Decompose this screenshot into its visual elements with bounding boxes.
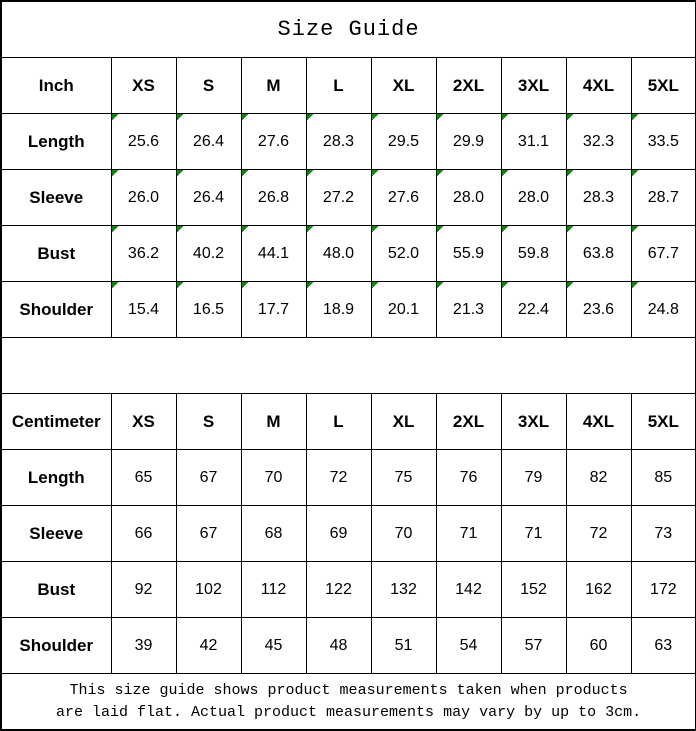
value-cell: 40.2 bbox=[176, 226, 241, 282]
page-title: Size Guide bbox=[1, 1, 696, 58]
value-cell: 152 bbox=[501, 562, 566, 618]
value-cell: 69 bbox=[306, 506, 371, 562]
value-cell: 22.4 bbox=[501, 282, 566, 338]
value-cell: 23.6 bbox=[566, 282, 631, 338]
measurement-label-cell: Shoulder bbox=[1, 282, 111, 338]
value-cell: 17.7 bbox=[241, 282, 306, 338]
inch-table-body bbox=[1, 58, 696, 338]
centimeter-size-header-cell: 2XL bbox=[436, 394, 501, 450]
centimeter-table-body bbox=[1, 394, 696, 674]
value-cell: 33.5 bbox=[631, 114, 696, 170]
measurement-label-cell: Length bbox=[1, 450, 111, 506]
value-cell: 73 bbox=[631, 506, 696, 562]
note-line-2: are laid flat. Actual product measurements may vary by up to 3cm. bbox=[56, 703, 642, 721]
value-cell: 48 bbox=[306, 618, 371, 674]
value-cell: 26.4 bbox=[176, 114, 241, 170]
value-cell: 28.3 bbox=[566, 170, 631, 226]
centimeter-row-bust bbox=[1, 562, 696, 618]
value-cell: 27.6 bbox=[371, 170, 436, 226]
note-line-1: This size guide shows product measurements taken when products bbox=[69, 681, 628, 699]
inch-row-bust bbox=[1, 226, 696, 282]
value-cell: 20.1 bbox=[371, 282, 436, 338]
centimeter-size-header-cell: S bbox=[176, 394, 241, 450]
value-cell: 75 bbox=[371, 450, 436, 506]
value-cell: 112 bbox=[241, 562, 306, 618]
inch-size-header-cell: 3XL bbox=[501, 58, 566, 114]
inch-size-header-cell: 5XL bbox=[631, 58, 696, 114]
value-cell: 26.8 bbox=[241, 170, 306, 226]
inch-size-header-cell: S bbox=[176, 58, 241, 114]
value-cell: 21.3 bbox=[436, 282, 501, 338]
measurement-label-cell: Shoulder bbox=[1, 618, 111, 674]
value-cell: 26.4 bbox=[176, 170, 241, 226]
value-cell: 54 bbox=[436, 618, 501, 674]
value-cell: 63 bbox=[631, 618, 696, 674]
value-cell: 162 bbox=[566, 562, 631, 618]
centimeter-header-row bbox=[1, 394, 696, 450]
value-cell: 28.3 bbox=[306, 114, 371, 170]
spacer-cell bbox=[1, 338, 696, 394]
value-cell: 51 bbox=[371, 618, 436, 674]
measurement-label-cell: Bust bbox=[1, 562, 111, 618]
inch-row-length bbox=[1, 114, 696, 170]
value-cell: 70 bbox=[241, 450, 306, 506]
value-cell: 39 bbox=[111, 618, 176, 674]
centimeter-row-sleeve bbox=[1, 506, 696, 562]
value-cell: 45 bbox=[241, 618, 306, 674]
centimeter-unit-header-cell: Centimeter bbox=[1, 394, 111, 450]
value-cell: 32.3 bbox=[566, 114, 631, 170]
inch-size-header-cell: 2XL bbox=[436, 58, 501, 114]
value-cell: 65 bbox=[111, 450, 176, 506]
value-cell: 71 bbox=[501, 506, 566, 562]
value-cell: 72 bbox=[566, 506, 631, 562]
value-cell: 76 bbox=[436, 450, 501, 506]
value-cell: 55.9 bbox=[436, 226, 501, 282]
value-cell: 44.1 bbox=[241, 226, 306, 282]
value-cell: 71 bbox=[436, 506, 501, 562]
inch-size-header-cell: XL bbox=[371, 58, 436, 114]
value-cell: 28.7 bbox=[631, 170, 696, 226]
value-cell: 24.8 bbox=[631, 282, 696, 338]
inch-row-shoulder bbox=[1, 282, 696, 338]
inch-size-header-cell: M bbox=[241, 58, 306, 114]
measurement-label-cell: Length bbox=[1, 114, 111, 170]
inch-row-sleeve bbox=[1, 170, 696, 226]
value-cell: 68 bbox=[241, 506, 306, 562]
centimeter-size-header-cell: M bbox=[241, 394, 306, 450]
inch-unit-header-cell: Inch bbox=[1, 58, 111, 114]
centimeter-size-header-cell: XS bbox=[111, 394, 176, 450]
value-cell: 79 bbox=[501, 450, 566, 506]
value-cell: 122 bbox=[306, 562, 371, 618]
value-cell: 70 bbox=[371, 506, 436, 562]
value-cell: 27.6 bbox=[241, 114, 306, 170]
value-cell: 85 bbox=[631, 450, 696, 506]
centimeter-size-header-cell: XL bbox=[371, 394, 436, 450]
value-cell: 67.7 bbox=[631, 226, 696, 282]
value-cell: 16.5 bbox=[176, 282, 241, 338]
note-cell bbox=[1, 674, 696, 731]
measurement-label-cell: Bust bbox=[1, 226, 111, 282]
value-cell: 60 bbox=[566, 618, 631, 674]
value-cell: 25.6 bbox=[111, 114, 176, 170]
centimeter-size-header-cell: 5XL bbox=[631, 394, 696, 450]
title-row bbox=[1, 1, 696, 58]
value-cell: 59.8 bbox=[501, 226, 566, 282]
value-cell: 28.0 bbox=[501, 170, 566, 226]
value-cell: 42 bbox=[176, 618, 241, 674]
value-cell: 27.2 bbox=[306, 170, 371, 226]
value-cell: 142 bbox=[436, 562, 501, 618]
value-cell: 15.4 bbox=[111, 282, 176, 338]
spacer-row bbox=[1, 338, 696, 394]
note-row bbox=[1, 674, 696, 731]
inch-header-row bbox=[1, 58, 696, 114]
value-cell: 172 bbox=[631, 562, 696, 618]
measurement-label-cell: Sleeve bbox=[1, 506, 111, 562]
centimeter-size-header-cell: 4XL bbox=[566, 394, 631, 450]
value-cell: 132 bbox=[371, 562, 436, 618]
centimeter-size-header-cell: L bbox=[306, 394, 371, 450]
value-cell: 18.9 bbox=[306, 282, 371, 338]
value-cell: 28.0 bbox=[436, 170, 501, 226]
value-cell: 92 bbox=[111, 562, 176, 618]
value-cell: 29.9 bbox=[436, 114, 501, 170]
centimeter-row-shoulder bbox=[1, 618, 696, 674]
value-cell: 31.1 bbox=[501, 114, 566, 170]
value-cell: 72 bbox=[306, 450, 371, 506]
inch-size-header-cell: L bbox=[306, 58, 371, 114]
value-cell: 102 bbox=[176, 562, 241, 618]
value-cell: 67 bbox=[176, 450, 241, 506]
centimeter-row-length bbox=[1, 450, 696, 506]
value-cell: 48.0 bbox=[306, 226, 371, 282]
value-cell: 66 bbox=[111, 506, 176, 562]
value-cell: 57 bbox=[501, 618, 566, 674]
value-cell: 29.5 bbox=[371, 114, 436, 170]
value-cell: 52.0 bbox=[371, 226, 436, 282]
value-cell: 63.8 bbox=[566, 226, 631, 282]
value-cell: 82 bbox=[566, 450, 631, 506]
inch-size-header-cell: XS bbox=[111, 58, 176, 114]
value-cell: 36.2 bbox=[111, 226, 176, 282]
measurement-label-cell: Sleeve bbox=[1, 170, 111, 226]
value-cell: 67 bbox=[176, 506, 241, 562]
inch-size-header-cell: 4XL bbox=[566, 58, 631, 114]
centimeter-size-header-cell: 3XL bbox=[501, 394, 566, 450]
value-cell: 26.0 bbox=[111, 170, 176, 226]
